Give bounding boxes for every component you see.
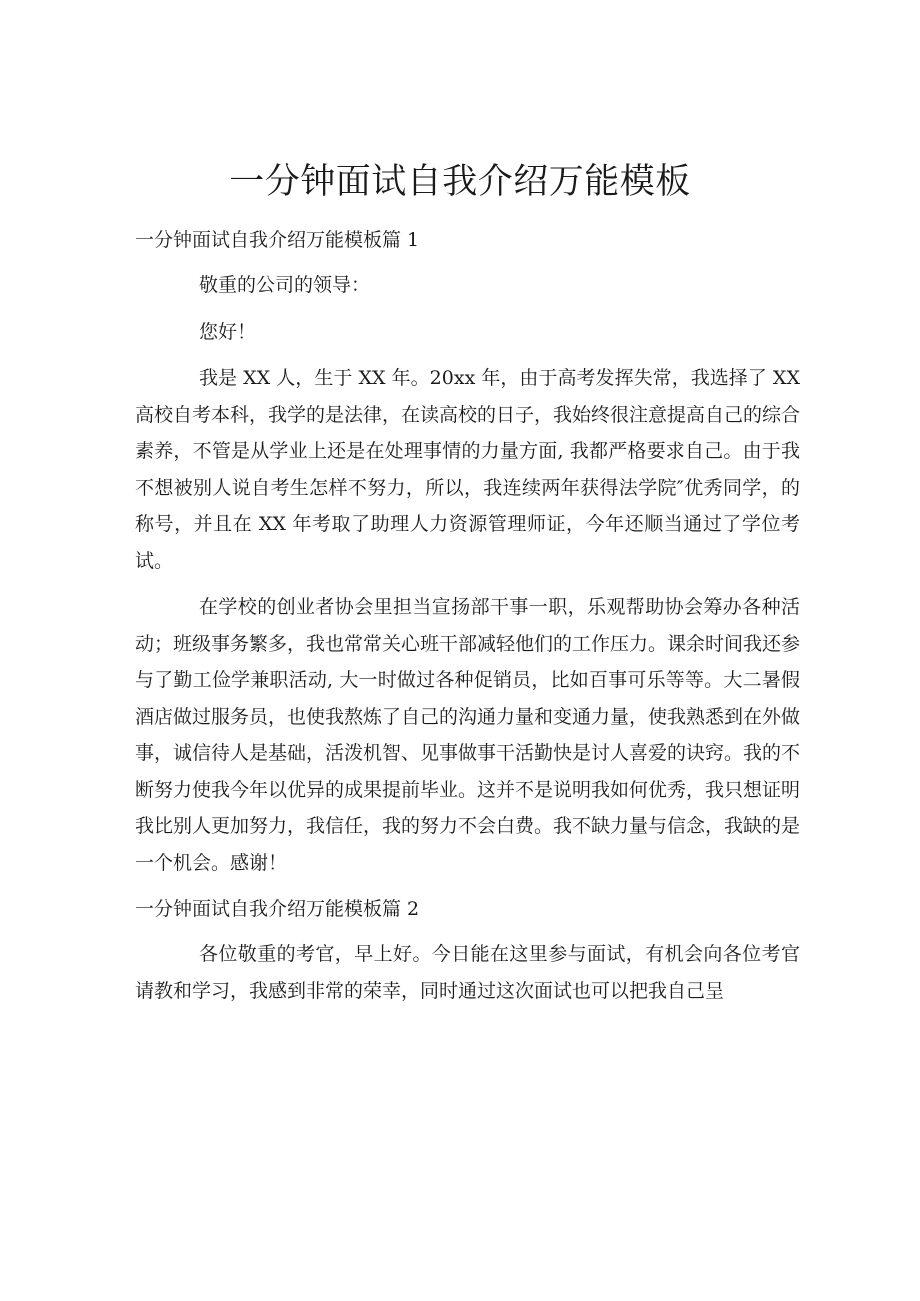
body-paragraph-1: 我是 XX 人，生于 XX 年。20xx 年，由于高考发挥失常，我选择了 XX 高校自考本科，我学的是法律，在读高校的日子，我始终很注意提高自己的综合素养，不管是从学业上还是在处理事情的力量方面, 我都严格要求自己。由于我不想被别人说自考生怎样不努力，所以，我连续两年获得法学院″优秀同学，的称号，并且在 XX 年考取了助理人力资源管理师证，今年还顺当通过了学位考试。 [135, 367, 801, 572]
section-heading-2: 一分钟面试自我介绍万能模板篇 2 [135, 898, 420, 920]
body-paragraph-2: 在学校的创业者协会里担当宣扬部干事一职，乐观帮助协会筹办各种活动；班级事务繁多，我也常常关心班干部减轻他们的工作压力。课余时间我还参与了勤工俭学兼职活动, 大一时做过各种促销员，比如百事可乐等等。大二暑假酒店做过服务员，也使我熬炼了自己的沟通力量和变通力量，使我熟悉到在外做事，诚信待人是基础，活泼机智、见事做事干活勤快是讨人喜爱的诀窍。我的不断努力使我今年以优异的成果提前毕业。这并不是说明我如何优秀，我只想证明我比别人更加努力，我信任，我的努力不会白费。我不缺力量与信念，我缺的是一个机会。感谢！ [135, 596, 801, 874]
section-heading-1: 一分钟面试自我介绍万能模板篇 1 [135, 229, 420, 251]
document-title: 一分钟面试自我介绍万能模板 [229, 162, 691, 203]
body-paragraph-3: 各位敬重的考官，早上好。今日能在这里参与面试，有机会向各位考官请教和学习，我感到非常的荣幸，同时通过这次面试也可以把我自己呈 [135, 943, 800, 1002]
salutation: 您好！ [199, 320, 257, 343]
document-body [135, 222, 800, 1009]
greeting: 敬重的公司的领导： [199, 274, 371, 296]
